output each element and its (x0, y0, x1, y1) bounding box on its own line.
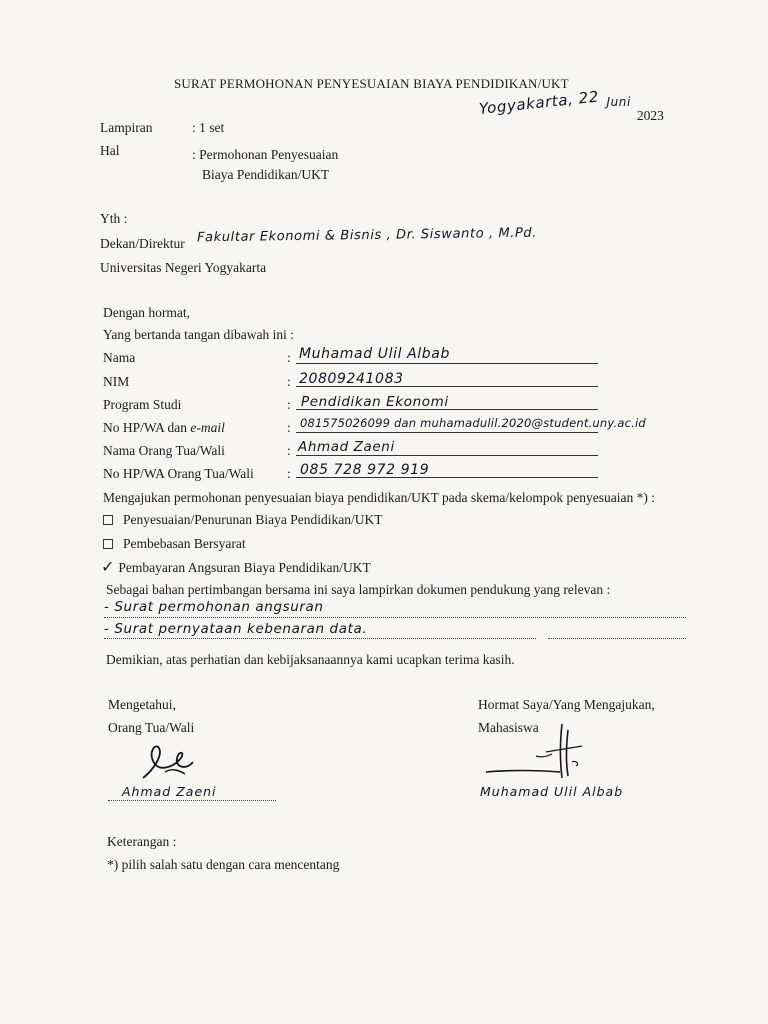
checkbox-empty-icon[interactable] (103, 539, 113, 549)
doc-dotted-line (548, 638, 686, 639)
request-text: Mengajukan permohonan penyesuaian biaya pendidikan/UKT pada skema/kelompok penyesuaian *) : (103, 490, 655, 505)
field-colon: : (287, 397, 291, 412)
right-sign-heading: Hormat Saya/Yang Mengajukan, (478, 697, 655, 712)
left-sign-role: Orang Tua/Wali (108, 720, 195, 735)
field-line (296, 477, 598, 478)
option-label: Pembebasan Bersyarat (123, 536, 246, 551)
left-sign-dotted-line (108, 800, 276, 801)
field-value-nama: Muhamad Ulil Albab (299, 346, 450, 362)
field-colon: : (287, 466, 291, 481)
checkbox-empty-icon[interactable] (103, 515, 113, 525)
doc-dotted-line (104, 617, 686, 618)
signature-student (486, 722, 586, 787)
field-label-program-studi: Program Studi (103, 397, 182, 412)
field-line (296, 386, 598, 387)
dekan-label: Dekan/Direktur (100, 236, 185, 251)
left-sign-heading: Mengetahui, (108, 697, 176, 712)
option-label: Penyesuaian/Penurunan Biaya Pendidikan/UKT (123, 512, 383, 527)
right-sign-name: Muhamad Ulil Albab (480, 784, 624, 799)
hal-label: Hal (100, 143, 120, 158)
docs-text: Sebagai bahan pertimbangan bersama ini saya lampirkan dokumen pendukung yang relevan : (106, 582, 611, 597)
doc-item-1: - Surat permohonan angsuran (104, 599, 324, 615)
lampiran-label: Lampiran (100, 120, 153, 135)
dekan-value: Fakultar Ekonomi & Bisnis , Dr. Siswanto , M.Pd. (196, 225, 538, 246)
date-place: Yogyakarta, 22 (478, 87, 600, 118)
hal-value-line2: Biaya Pendidikan/UKT (202, 167, 330, 182)
university-name: Universitas Negeri Yogyakarta (100, 260, 267, 275)
right-sign-role: Mahasiswa (478, 720, 539, 735)
yth-label: Yth : (100, 211, 128, 226)
option-pembebasan[interactable] (103, 536, 246, 552)
greeting: Dengan hormat, (103, 305, 190, 320)
option-label: Pembayaran Angsuran Biaya Pendidikan/UKT (118, 560, 371, 575)
field-value-contact: 081575026099 dan muhamadulil.2020@student.uny.ac.id (300, 416, 646, 430)
checkmark-icon[interactable]: ✓ (101, 557, 115, 576)
field-line (296, 409, 598, 410)
field-label-wali-phone: No HP/WA Orang Tua/Wali (103, 466, 254, 481)
doc-item-2: - Surat pernyataan kebenaran data. (104, 621, 368, 637)
date-year: 2023 (636, 108, 664, 123)
option-penyesuaian[interactable] (103, 512, 382, 528)
field-label-wali: Nama Orang Tua/Wali (103, 443, 225, 458)
date-line (478, 87, 664, 123)
field-colon: : (287, 374, 291, 389)
field-label-contact-email: e-mail (190, 420, 225, 435)
option-angsuran[interactable] (101, 557, 371, 576)
field-value-nim: 20809241083 (299, 371, 404, 387)
date-month: Juni (606, 95, 631, 109)
field-label-nama: Nama (103, 350, 136, 365)
field-label-contact-prefix: No HP/WA dan (103, 420, 191, 435)
field-line (296, 432, 598, 433)
field-value-wali: Ahmad Zaeni (298, 439, 395, 455)
field-colon: : (287, 350, 291, 365)
field-value-program-studi: Pendidikan Ekonomi (301, 394, 449, 410)
field-line (296, 363, 598, 364)
doc-dotted-line (104, 638, 536, 639)
closing-text: Demikian, atas perhatian dan kebijaksanaannya kami ucapkan terima kasih. (106, 652, 515, 667)
notes-heading: Keterangan : (107, 834, 177, 849)
hal-value-line1: : Permohonan Penyesuaian (192, 147, 339, 162)
field-label-nim: NIM (103, 374, 130, 389)
lampiran-value: : 1 set (192, 120, 225, 135)
document-title: SURAT PERMOHONAN PENYESUAIAN BIAYA PENDIDIKAN/UKT (174, 76, 569, 91)
notes-text: *) pilih salah satu dengan cara mencentang (107, 857, 340, 872)
left-sign-name: Ahmad Zaeni (122, 784, 217, 799)
field-value-wali-phone: 085 728 972 919 (300, 462, 430, 478)
field-label-contact (103, 420, 225, 436)
field-line (296, 455, 598, 456)
field-colon: : (287, 420, 291, 435)
intro-text: Yang bertanda tangan dibawah ini : (103, 327, 294, 342)
field-colon: : (287, 443, 291, 458)
